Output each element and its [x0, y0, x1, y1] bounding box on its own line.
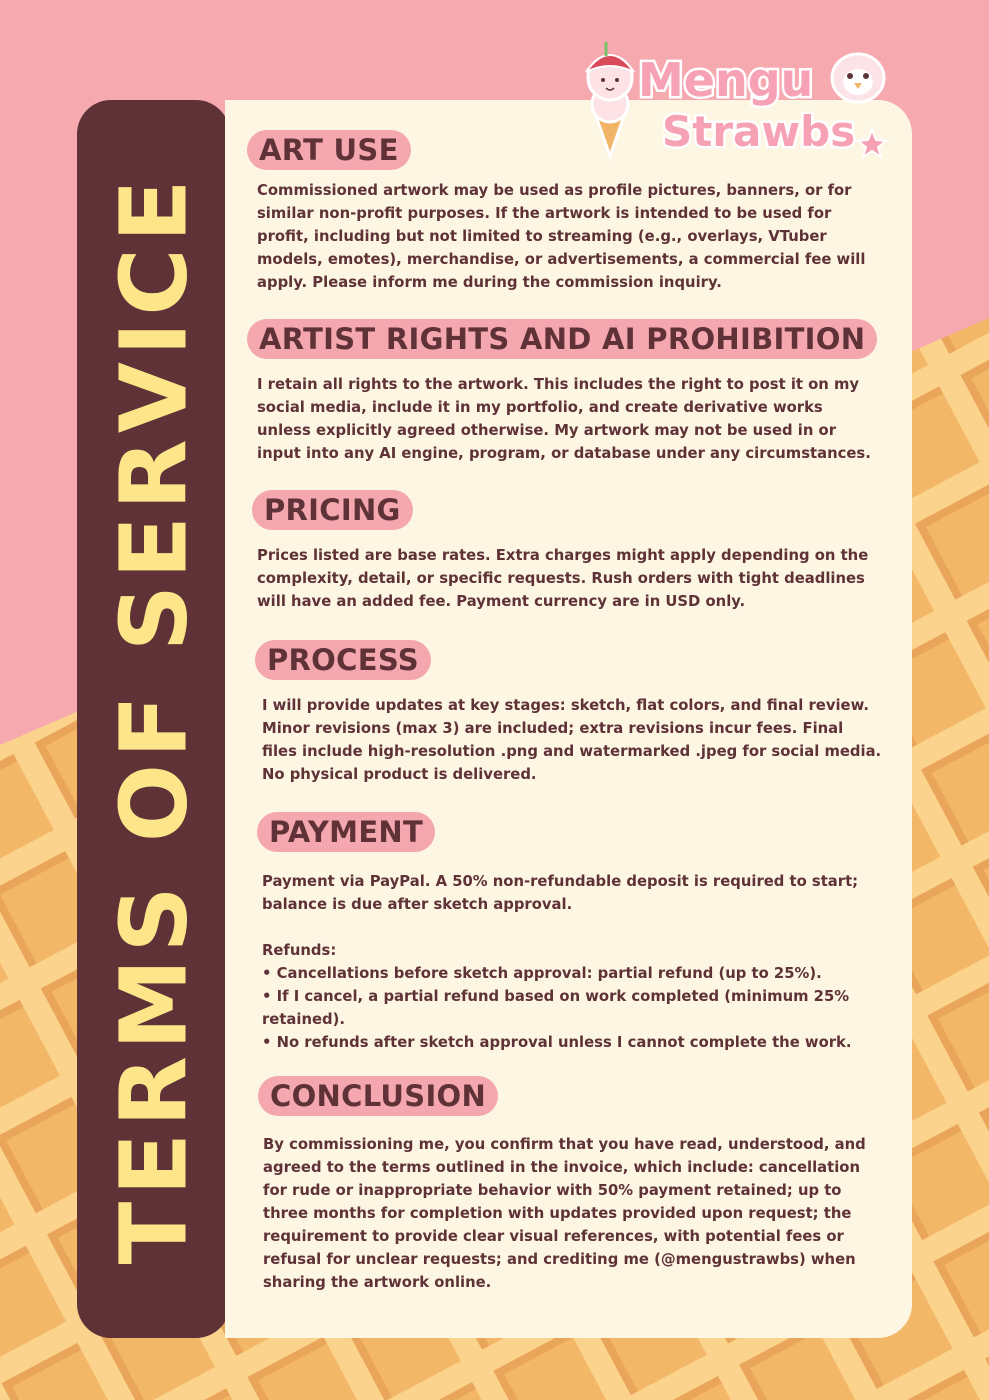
section-heading: CONCLUSION: [258, 1076, 498, 1116]
section-body: I retain all rights to the artwork. This includes the right to post it on my social media, include it in my portfolio, and create derivative works unless explicitly agreed otherwise. My artwork may not be used in or input into any AI engine, program, or database under any circumstances.: [257, 376, 871, 462]
section-process: [225, 640, 912, 786]
svg-text:Strawbs: Strawbs: [662, 107, 856, 156]
section-body: I will provide updates at key stages: sketch, flat colors, and final review. Minor revisions (max 3) are included; extra revisions incur fees. Final files include high-resolution .png and watermarked .jpeg for social media. No physical product is delivered.: [262, 697, 882, 783]
section-heading: PRICING: [252, 490, 413, 530]
section-heading: ART USE: [247, 130, 411, 170]
section-heading: PROCESS: [255, 640, 431, 680]
section-payment: [225, 812, 912, 1054]
section-body: Prices listed are base rates. Extra charges might apply depending on the complexity, detail, or specific requests. Rush orders with tight deadlines will have an added fee. Payment currency are in USD only.: [257, 547, 869, 610]
svg-text:Mengu: Mengu: [638, 53, 814, 107]
section-pricing: [225, 490, 912, 613]
section-artist-rights: [225, 319, 912, 465]
section-body: Commissioned artwork may be used as profile pictures, banners, or for similar non-profit purposes. If the artwork is intended to be used for profit, including but not limited to streaming (e.g., overlays, VTuber models, emotes), merchandise, or advertisements, a commercial fee will apply. Please inform me during the commission inquiry.: [257, 182, 866, 291]
penguin-mascot-icon: [832, 54, 888, 102]
mengustrawbs-logo: [566, 38, 896, 163]
section-heading: ARTIST RIGHTS AND AI PROHIBITION: [247, 319, 877, 359]
strawberry-mascot-icon: [586, 42, 634, 156]
section-body: Payment via PayPal. A 50% non-refundable deposit is required to start; balance is due after sketch approval. Refunds: • Cancellations before sketch approval: partial refund (up to 25%). • If I cancel, a partial refund based on work completed (minimum 25% retained). • No refunds after sketch approval unless I cannot complete the work.: [262, 873, 859, 1051]
terms-card: [225, 100, 912, 1338]
page-title: TERMS OF SERVICE: [100, 173, 207, 1265]
title-sidebar: [77, 100, 230, 1338]
section-conclusion: [225, 1076, 912, 1294]
section-body: By commissioning me, you confirm that you have read, understood, and agreed to the terms outlined in the invoice, which include: cancellation for rude or inappropriate behavior with 50% payment retained; up to three months for completion with updates provided upon request; the requirement to provide clear visual references, with potential fees or refusal for unclear requests; and crediting me (@mengustrawbs) when sharing the artwork online.: [263, 1136, 866, 1291]
section-heading: PAYMENT: [257, 812, 435, 852]
